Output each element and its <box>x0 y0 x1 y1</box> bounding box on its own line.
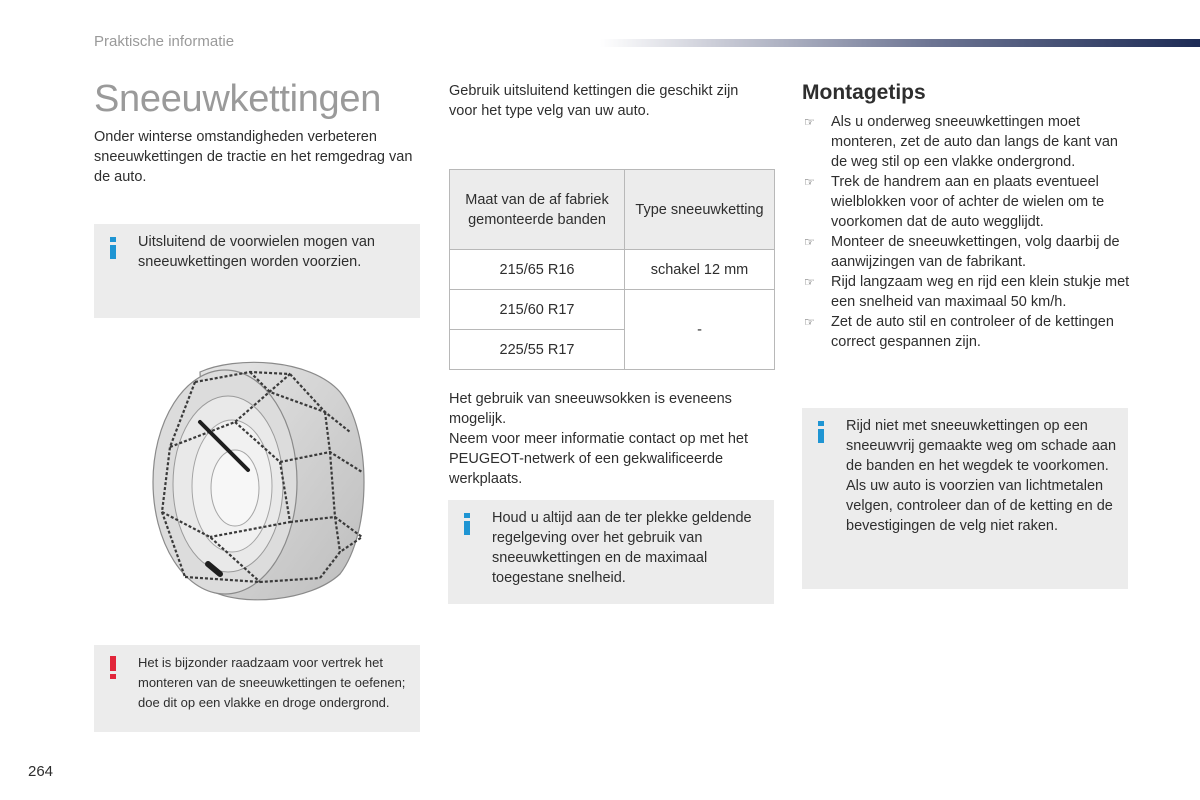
pointing-hand-icon: ☞ <box>804 235 815 249</box>
list-item <box>802 272 1132 312</box>
tip-text: Monteer de sneeuwkettingen, volg daarbij de aanwijzingen van de fabrikant. <box>831 234 1120 270</box>
tips-list <box>802 112 1132 352</box>
tip-text: Rijd langzaam weg en rijd een klein stukje met een snelheid van maximaal 50 km/h. <box>831 274 1130 310</box>
info-text-snowfree-road: Rijd niet met sneeuwkettingen op een sneeuwvrij gemaakte weg om schade aan de banden en het wegdek te voorkomen. Als uw auto is voorzien van lichtmetalen velgen, controleer dan of de ketting en de bevestigingen de velg niet raken. <box>846 418 1117 534</box>
page-title: Sneeuwkettingen <box>94 78 382 120</box>
table-header-row <box>450 170 775 250</box>
intro-paragraph: Onder winterse omstandigheden verbeteren sneeuwkettingen de tractie en het remgedrag van de auto. <box>94 129 413 185</box>
list-item <box>802 112 1132 172</box>
pointing-hand-icon: ☞ <box>804 275 815 289</box>
rims-paragraph: Gebruik uitsluitend kettingen die geschikt zijn voor het type velg van uw auto. <box>449 83 739 119</box>
chain-type-cell: - <box>625 290 775 370</box>
warning-box-practice <box>94 645 420 732</box>
info-box-snowfree-road <box>802 408 1128 589</box>
tip-text: Trek de handrem aan en plaats eventueel wielblokken voor of achter de wielen om te voorkomen dat de auto wegglijdt. <box>831 174 1105 230</box>
exclamation-icon <box>110 656 116 680</box>
info-box-front-wheels <box>94 224 420 318</box>
list-item <box>802 172 1132 232</box>
info-text-front-wheels: Uitsluitend de voorwielen mogen van sneeuwkettingen worden voorzien. <box>138 234 375 270</box>
info-box-regulations <box>448 500 774 604</box>
pointing-hand-icon: ☞ <box>804 315 815 329</box>
tyre-size-cell: 215/60 R17 <box>450 290 625 330</box>
snow-chain-table <box>449 169 775 370</box>
list-item <box>802 232 1132 272</box>
tip-text: Als u onderweg sneeuwkettingen moet monteren, zet de auto dan langs de kant van de weg stil op een vlakke ondergrond. <box>831 114 1118 170</box>
column-header-chain-type: Type sneeuwketting <box>625 170 775 250</box>
socks-paragraph-1: Het gebruik van sneeuwsokken is eveneens mogelijk. <box>449 391 732 427</box>
pointing-hand-icon: ☞ <box>804 175 815 189</box>
warning-text-practice: Het is bijzonder raadzaam voor vertrek het monteren van de sneeuwkettingen te oefenen; doe dit op een vlakke en droge ondergrond. <box>138 655 406 710</box>
pointing-hand-icon: ☞ <box>804 115 815 129</box>
tip-text: Zet de auto stil en controleer of de kettingen correct gespannen zijn. <box>831 314 1114 350</box>
info-icon <box>110 237 116 259</box>
tyre-size-cell: 225/55 R17 <box>450 330 625 370</box>
list-item <box>802 312 1132 352</box>
info-text-regulations: Houd u altijd aan de ter plekke geldende regelgeving over het gebruik van sneeuwkettingen en de maximaal toegestane snelheid. <box>492 510 752 586</box>
tyre-size-cell: 215/65 R16 <box>450 250 625 290</box>
chain-type-cell: schakel 12 mm <box>625 250 775 290</box>
column-header-tyre-size: Maat van de af fabriek gemonteerde banden <box>450 170 625 250</box>
header-gradient-bar <box>600 39 1200 47</box>
info-icon <box>818 421 824 443</box>
socks-paragraph-2: Neem voor meer informatie contact op met het PEUGEOT-netwerk of een gekwalificeerde werkplaats. <box>449 431 748 487</box>
page-number: 264 <box>28 763 54 780</box>
table-row <box>450 290 775 330</box>
table-row <box>450 250 775 290</box>
snow-chain-tyre-illustration <box>140 352 375 612</box>
info-icon <box>464 513 470 535</box>
tips-heading: Montagetips <box>802 81 926 104</box>
section-header: Praktische informatie <box>94 33 235 50</box>
